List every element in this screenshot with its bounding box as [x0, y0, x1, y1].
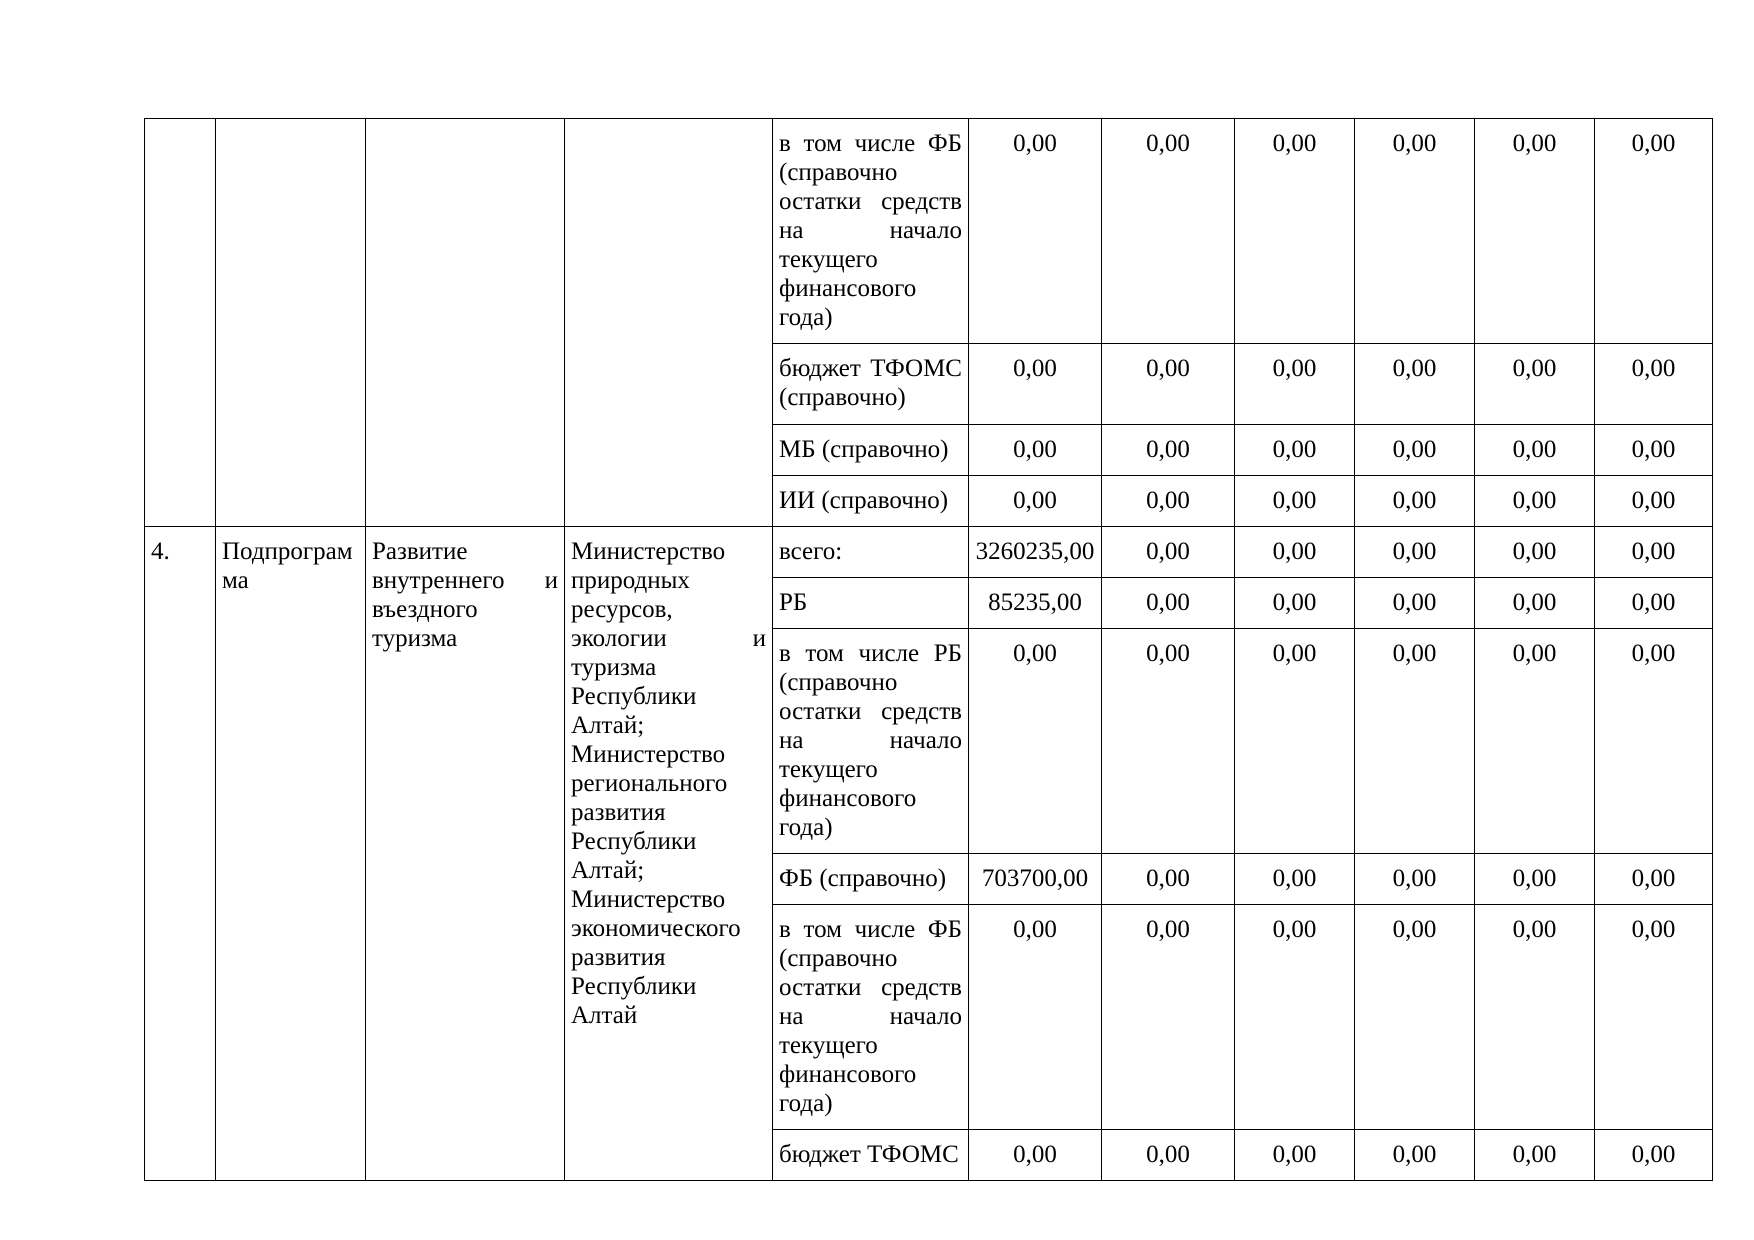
- value-cell: 0,00: [969, 1130, 1102, 1181]
- value-cell: 85235,00: [969, 578, 1102, 629]
- value-cell: 0,00: [1475, 854, 1595, 905]
- type-cell-empty: [216, 119, 366, 527]
- value-cell: 0,00: [1102, 629, 1235, 854]
- funding-source-cell: РБ: [773, 578, 969, 629]
- value-cell: 0,00: [969, 905, 1102, 1130]
- value-cell: 0,00: [1235, 476, 1355, 527]
- value-cell: 0,00: [969, 344, 1102, 425]
- value-cell: 0,00: [1355, 344, 1475, 425]
- value-cell: 0,00: [1355, 1130, 1475, 1181]
- value-cell: 0,00: [1595, 1130, 1713, 1181]
- funding-source-cell: в том числе ФБ (справочно остатки средств на начало текущего финансового года): [773, 905, 969, 1130]
- value-cell: 0,00: [1355, 578, 1475, 629]
- value-cell: 0,00: [1235, 578, 1355, 629]
- value-cell: 0,00: [969, 629, 1102, 854]
- value-cell: 0,00: [1355, 854, 1475, 905]
- funding-source-cell: в том числе РБ (справочно остатки средств на начало текущего финансового года): [773, 629, 969, 854]
- value-cell: 0,00: [1102, 1130, 1235, 1181]
- number-cell-empty: [145, 119, 216, 527]
- value-cell: 0,00: [1102, 905, 1235, 1130]
- funding-source-cell: в том числе ФБ (справочно остатки средств на начало текущего финансового года): [773, 119, 969, 344]
- value-cell: 0,00: [1595, 119, 1713, 344]
- value-cell: 0,00: [1595, 476, 1713, 527]
- funding-source-cell: всего:: [773, 527, 969, 578]
- value-cell: 0,00: [1595, 854, 1713, 905]
- name-cell-empty: [366, 119, 565, 527]
- value-cell: 0,00: [1235, 905, 1355, 1130]
- value-cell: 0,00: [1595, 425, 1713, 476]
- section-name: Развитие внутреннего и въездного туризма: [366, 527, 565, 1181]
- table-body: [145, 119, 1713, 1181]
- value-cell: 0,00: [1355, 476, 1475, 527]
- value-cell: 0,00: [1475, 578, 1595, 629]
- value-cell: 0,00: [1595, 578, 1713, 629]
- value-cell: 0,00: [1102, 527, 1235, 578]
- value-cell: 0,00: [1235, 527, 1355, 578]
- value-cell: 0,00: [1595, 344, 1713, 425]
- value-cell: 703700,00: [969, 854, 1102, 905]
- value-cell: 3260235,00: [969, 527, 1102, 578]
- table-row: [145, 527, 1713, 578]
- value-cell: 0,00: [1595, 629, 1713, 854]
- executor-cell-empty: [565, 119, 773, 527]
- value-cell: 0,00: [1355, 905, 1475, 1130]
- funding-source-cell: МБ (справочно): [773, 425, 969, 476]
- value-cell: 0,00: [1102, 119, 1235, 344]
- value-cell: 0,00: [1475, 1130, 1595, 1181]
- value-cell: 0,00: [969, 119, 1102, 344]
- value-cell: 0,00: [1102, 476, 1235, 527]
- funding-source-cell: ИИ (справочно): [773, 476, 969, 527]
- value-cell: 0,00: [1102, 578, 1235, 629]
- section-executor: Министерство природных ресурсов, экологии и туризма Республики Алтай; Министерство регионального развития Республики Алтай; Министерство экономического развития Республики Алтай: [565, 527, 773, 1181]
- value-cell: 0,00: [1235, 1130, 1355, 1181]
- funding-source-cell: бюджет ТФОМС: [773, 1130, 969, 1181]
- value-cell: 0,00: [1235, 425, 1355, 476]
- value-cell: 0,00: [1102, 425, 1235, 476]
- value-cell: 0,00: [1235, 119, 1355, 344]
- value-cell: 0,00: [1475, 344, 1595, 425]
- section-type: Подпрограмма: [216, 527, 366, 1181]
- value-cell: 0,00: [1102, 854, 1235, 905]
- section-number: 4.: [145, 527, 216, 1181]
- value-cell: 0,00: [1595, 905, 1713, 1130]
- value-cell: 0,00: [1475, 905, 1595, 1130]
- value-cell: 0,00: [1355, 119, 1475, 344]
- funding-source-cell: бюджет ТФОМС (справочно): [773, 344, 969, 425]
- value-cell: 0,00: [1475, 629, 1595, 854]
- value-cell: 0,00: [1475, 476, 1595, 527]
- value-cell: 0,00: [1475, 425, 1595, 476]
- value-cell: 0,00: [1475, 119, 1595, 344]
- budget-table: [144, 118, 1713, 1181]
- value-cell: 0,00: [969, 476, 1102, 527]
- value-cell: 0,00: [1235, 629, 1355, 854]
- value-cell: 0,00: [1595, 527, 1713, 578]
- value-cell: 0,00: [1235, 854, 1355, 905]
- value-cell: 0,00: [1355, 527, 1475, 578]
- value-cell: 0,00: [969, 425, 1102, 476]
- value-cell: 0,00: [1355, 425, 1475, 476]
- value-cell: 0,00: [1475, 527, 1595, 578]
- table-row: [145, 119, 1713, 344]
- funding-source-cell: ФБ (справочно): [773, 854, 969, 905]
- value-cell: 0,00: [1355, 629, 1475, 854]
- value-cell: 0,00: [1102, 344, 1235, 425]
- value-cell: 0,00: [1235, 344, 1355, 425]
